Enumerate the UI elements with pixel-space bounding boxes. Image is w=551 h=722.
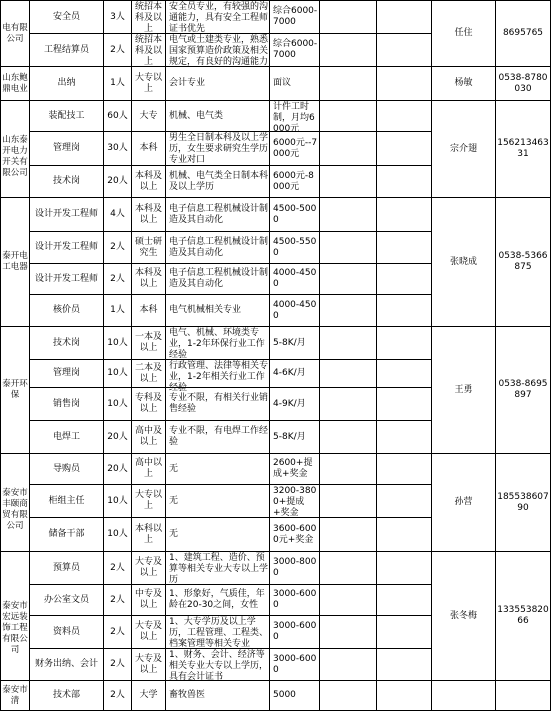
blank-cell — [377, 327, 432, 360]
blank-cell — [320, 518, 377, 552]
blank-cell — [320, 421, 377, 454]
education-cell: 硕士研究生 — [132, 232, 166, 264]
contact-person-cell: 张晓成 — [432, 198, 496, 327]
position-cell: 管理岗 — [30, 132, 104, 166]
requirement-cell: 电气、机械、环境类专业，1-2年环保行业工作经验 — [166, 327, 270, 360]
table-row — [1, 1, 551, 34]
requirement-cell: 电子信息工程机械设计制造及其自动化 — [166, 198, 270, 232]
salary-cell: 面议 — [270, 67, 320, 101]
blank-cell — [377, 295, 432, 327]
blank-cell — [377, 421, 432, 454]
blank-cell — [320, 327, 377, 360]
blank-cell — [377, 454, 432, 485]
contact-person-cell: 杨敏 — [432, 67, 496, 101]
education-cell: 本科以上 — [132, 518, 166, 552]
headcount-cell: 2人 — [104, 585, 132, 616]
position-cell: 装配技工 — [30, 101, 104, 132]
company-name-cell: 电有限公司 — [1, 1, 30, 67]
position-cell: 预算员 — [30, 552, 104, 585]
requirement-cell: 会计专业 — [166, 67, 270, 101]
salary-cell: 5-8K/月 — [270, 421, 320, 454]
position-cell: 核价员 — [30, 295, 104, 327]
position-cell: 安全员 — [30, 1, 104, 34]
headcount-cell: 1人 — [104, 67, 132, 101]
headcount-cell: 20人 — [104, 421, 132, 454]
salary-cell: 5-8K/月 — [270, 327, 320, 360]
contact-person-cell: 宗介翅 — [432, 101, 496, 198]
contact-phone-cell: 0538-8780030 — [496, 67, 551, 101]
education-cell: 统招本科及以上 — [132, 1, 166, 34]
requirement-cell: 畜牧兽医 — [166, 681, 270, 711]
position-cell: 设计开发工程师 — [30, 264, 104, 295]
requirement-cell: 男生全日制本科及以上学历，女生要求研究生学历专业对口 — [166, 132, 270, 166]
requirement-cell: 1、大专学历及以上学历，工程管理、工程类、档案管理等相关专业 — [166, 616, 270, 649]
requirement-cell: 机械、电气类全日制本科及以上学历 — [166, 166, 270, 198]
blank-cell — [320, 454, 377, 485]
requirement-cell: 无 — [166, 454, 270, 485]
blank-cell — [377, 1, 432, 34]
education-cell: 大专以上 — [132, 485, 166, 518]
position-cell: 财务出纳、会计 — [30, 649, 104, 681]
education-cell: 大专及以上 — [132, 552, 166, 585]
salary-cell: 6000元-8000元 — [270, 166, 320, 198]
position-cell: 销售岗 — [30, 388, 104, 421]
company-name-cell: 泰开电工电器 — [1, 198, 30, 327]
headcount-cell: 1人 — [104, 295, 132, 327]
contact-phone-cell: 0538-8695897 — [496, 327, 551, 454]
headcount-cell: 60人 — [104, 101, 132, 132]
headcount-cell: 3人 — [104, 1, 132, 34]
headcount-cell: 4人 — [104, 198, 132, 232]
salary-cell: 综合6000-7000 — [270, 34, 320, 67]
education-cell: 本科 — [132, 295, 166, 327]
blank-cell — [320, 388, 377, 421]
education-cell: 专科及以上 — [132, 388, 166, 421]
blank-cell — [320, 360, 377, 388]
blank-cell — [320, 166, 377, 198]
education-cell: 高中及以上 — [132, 421, 166, 454]
blank-cell — [320, 264, 377, 295]
education-cell: 大学 — [132, 681, 166, 711]
position-cell: 资料员 — [30, 616, 104, 649]
headcount-cell: 2人 — [104, 552, 132, 585]
salary-cell: 4500-5500 — [270, 232, 320, 264]
requirement-cell: 1、建筑工程、造价、预算等相关专业大专以上学历 — [166, 552, 270, 585]
salary-cell: 4000-4500 — [270, 264, 320, 295]
headcount-cell: 2人 — [104, 232, 132, 264]
education-cell: 本科及以上 — [132, 264, 166, 295]
requirement-cell: 1、财务、会计、经济等相关专业大专以上学历，具有会计证书 — [166, 649, 270, 681]
requirement-cell: 专业不限，有电焊工作经验 — [166, 421, 270, 454]
blank-cell — [377, 101, 432, 132]
requirement-cell: 电子信息工程机械设计制造及其自动化 — [166, 232, 270, 264]
position-cell: 管理岗 — [30, 360, 104, 388]
company-name-cell: 山东鲍鼎电业 — [1, 67, 30, 101]
table-row — [1, 552, 551, 585]
position-cell: 出纳 — [30, 67, 104, 101]
requirement-cell: 无 — [166, 485, 270, 518]
blank-cell — [377, 585, 432, 616]
blank-cell — [320, 295, 377, 327]
table-row — [1, 67, 551, 101]
education-cell: 大专以上 — [132, 67, 166, 101]
salary-cell: 4-9K/月 — [270, 388, 320, 421]
blank-cell — [320, 198, 377, 232]
education-cell: 一本及以上 — [132, 327, 166, 360]
salary-cell: 4000-4500 — [270, 295, 320, 327]
salary-cell: 3600-6000元+奖金 — [270, 518, 320, 552]
salary-cell: 3000-6000 — [270, 649, 320, 681]
blank-cell — [320, 132, 377, 166]
blank-cell — [320, 485, 377, 518]
headcount-cell: 20人 — [104, 454, 132, 485]
blank-cell — [320, 616, 377, 649]
blank-cell — [320, 1, 377, 34]
blank-cell — [320, 585, 377, 616]
contact-person-cell: 孙营 — [432, 454, 496, 552]
salary-cell: 4-6K/月 — [270, 360, 320, 388]
headcount-cell: 30人 — [104, 132, 132, 166]
blank-cell — [320, 232, 377, 264]
company-name-cell: 泰开环保 — [1, 327, 30, 454]
blank-cell — [320, 34, 377, 67]
headcount-cell: 2人 — [104, 649, 132, 681]
salary-cell: 2600+提成+奖金 — [270, 454, 320, 485]
headcount-cell: 10人 — [104, 360, 132, 388]
blank-cell — [320, 681, 377, 711]
requirement-cell: 电子信息工程机械设计制造及其自动化 — [166, 264, 270, 295]
headcount-cell: 2人 — [104, 681, 132, 711]
blank-cell — [377, 485, 432, 518]
requirement-cell: 机械、电气类 — [166, 101, 270, 132]
blank-cell — [377, 132, 432, 166]
company-name-cell: 泰安市清 — [1, 681, 30, 711]
education-cell: 大专及以上 — [132, 649, 166, 681]
contact-phone-cell: 8695765 — [496, 1, 551, 67]
position-cell: 技术岗 — [30, 327, 104, 360]
blank-cell — [377, 232, 432, 264]
requirement-cell: 安全员专业，有较强的沟通能力，具有安全工程师证书优先 — [166, 1, 270, 34]
requirement-cell: 电气或土建类专业，熟悉国家预算造价政策及相关规定，有良好的沟通能力 — [166, 34, 270, 67]
salary-cell: 3000-6000 — [270, 585, 320, 616]
headcount-cell: 2人 — [104, 264, 132, 295]
position-cell: 设计开发工程师 — [30, 232, 104, 264]
blank-cell — [377, 552, 432, 585]
blank-cell — [377, 166, 432, 198]
company-name-cell: 泰安市宏远装饰工程有限公司 — [1, 552, 30, 681]
blank-cell — [320, 101, 377, 132]
contact-phone-cell: 15621346331 — [496, 101, 551, 198]
blank-cell — [320, 67, 377, 101]
blank-cell — [320, 552, 377, 585]
education-cell: 二本及以上 — [132, 360, 166, 388]
position-cell: 办公室文员 — [30, 585, 104, 616]
requirement-cell: 1、形象好，气质佳，年龄在20-30之间，女性 — [166, 585, 270, 616]
headcount-cell: 2人 — [104, 34, 132, 67]
requirement-cell: 无 — [166, 518, 270, 552]
blank-cell — [377, 34, 432, 67]
headcount-cell: 20人 — [104, 166, 132, 198]
contact-person-cell: 张冬梅 — [432, 552, 496, 681]
requirement-cell: 电气机械相关专业 — [166, 295, 270, 327]
education-cell: 本科及以上 — [132, 166, 166, 198]
salary-cell: 综合6000-7000 — [270, 1, 320, 34]
position-cell: 导购员 — [30, 454, 104, 485]
salary-cell: 3200-3800+提成+奖金 — [270, 485, 320, 518]
blank-cell — [320, 649, 377, 681]
blank-cell — [377, 518, 432, 552]
salary-cell: 3000-8000 — [270, 552, 320, 585]
education-cell: 大专 — [132, 101, 166, 132]
contact-person-cell: 任住 — [432, 1, 496, 67]
requirement-cell: 行政管理、法律等相关专业，1-2年相关行业工作经验 — [166, 360, 270, 388]
contact-person-cell — [432, 681, 496, 711]
salary-cell: 5000 — [270, 681, 320, 711]
education-cell: 中专及以上 — [132, 585, 166, 616]
contact-person-cell: 王勇 — [432, 327, 496, 454]
position-cell: 工程结算员 — [30, 34, 104, 67]
table-row — [1, 454, 551, 485]
blank-cell — [377, 198, 432, 232]
education-cell: 高中以上 — [132, 454, 166, 485]
salary-cell: 计件工时制，月均6000元 — [270, 101, 320, 132]
education-cell: 统招本科及以上 — [132, 34, 166, 67]
position-cell: 技术岗 — [30, 166, 104, 198]
education-cell: 本科 — [132, 132, 166, 166]
table-row — [1, 327, 551, 360]
requirement-cell: 专业不限，有相关行业销售经验 — [166, 388, 270, 421]
blank-cell — [377, 649, 432, 681]
education-cell: 大专及以上 — [132, 616, 166, 649]
contact-phone-cell: 13355382066 — [496, 552, 551, 681]
blank-cell — [377, 264, 432, 295]
headcount-cell: 10人 — [104, 485, 132, 518]
headcount-cell: 10人 — [104, 518, 132, 552]
headcount-cell: 10人 — [104, 388, 132, 421]
position-cell: 柜组主任 — [30, 485, 104, 518]
position-cell: 技术部 — [30, 681, 104, 711]
company-name-cell: 泰安市丰颐商贸有限公司 — [1, 454, 30, 552]
blank-cell — [377, 616, 432, 649]
contact-phone-cell — [496, 681, 551, 711]
company-name-cell: 山东泰开电力开关有限公司 — [1, 101, 30, 198]
salary-cell: 6000元--7000元 — [270, 132, 320, 166]
salary-cell: 4500-5000 — [270, 198, 320, 232]
blank-cell — [377, 681, 432, 711]
contact-phone-cell: 18553860790 — [496, 454, 551, 552]
position-cell: 电焊工 — [30, 421, 104, 454]
headcount-cell: 10人 — [104, 327, 132, 360]
table-row — [1, 198, 551, 232]
contact-phone-cell: 0538-5366875 — [496, 198, 551, 327]
table-row — [1, 681, 551, 711]
blank-cell — [377, 360, 432, 388]
table-row — [1, 101, 551, 132]
position-cell: 设计开发工程师 — [30, 198, 104, 232]
salary-cell: 3000-6000 — [270, 616, 320, 649]
position-cell: 储备干部 — [30, 518, 104, 552]
blank-cell — [377, 67, 432, 101]
blank-cell — [377, 388, 432, 421]
education-cell: 本科及以上 — [132, 198, 166, 232]
headcount-cell: 2人 — [104, 616, 132, 649]
